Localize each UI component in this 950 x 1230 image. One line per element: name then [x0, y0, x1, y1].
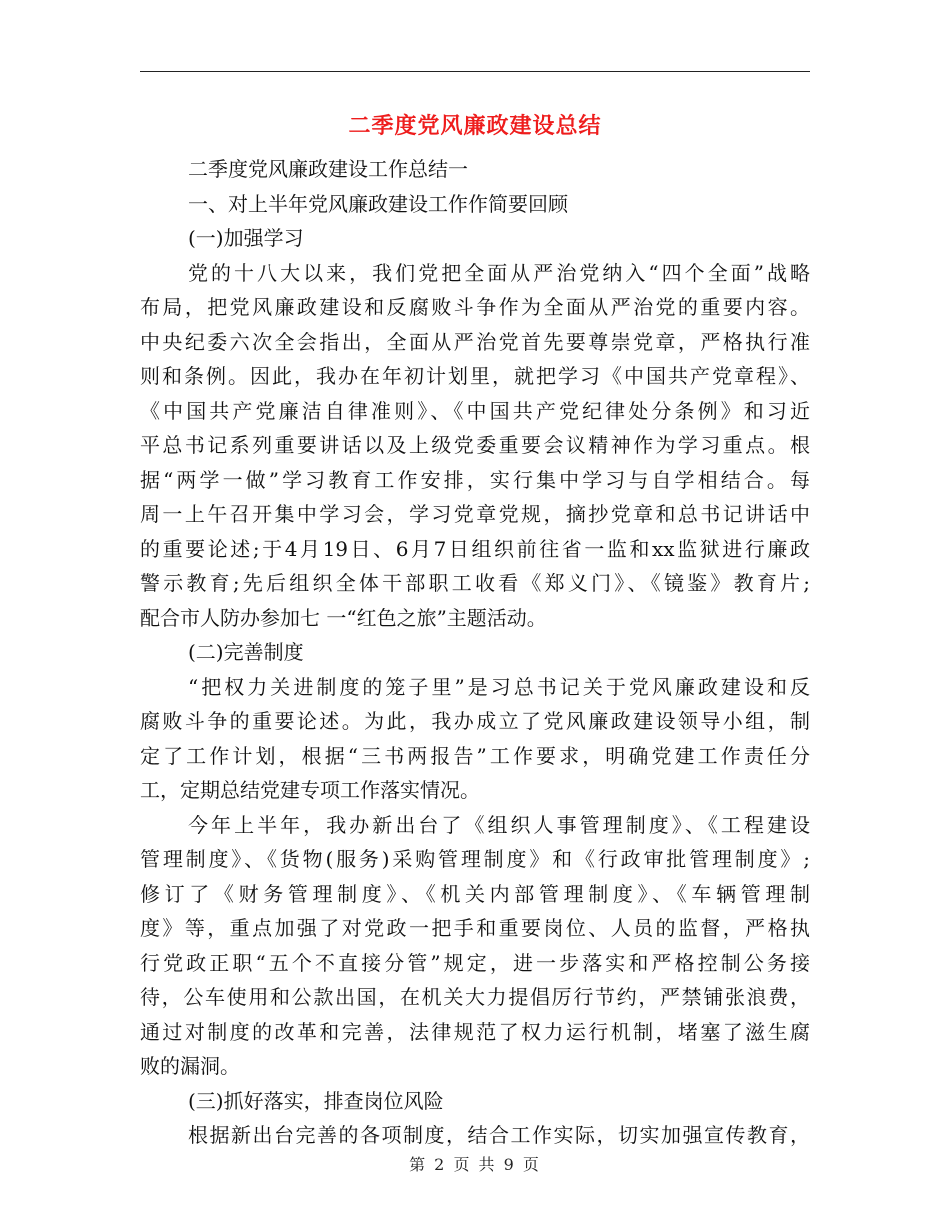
paragraph-line: 则和条例。因此，我办在年初计划里，就把学习《中国共产党章程》、 — [140, 364, 810, 388]
paragraph-line: 今年上半年，我办新出台了《组织人事管理制度》、《工程建设 — [188, 812, 810, 837]
paragraph-line: 据“两学一做”学习教育工作安排，实行集中学习与自学相结合。每 — [140, 467, 810, 492]
paragraph-line: 度》等，重点加强了对党政一把手和重要岗位、人员的监督，严格执 — [140, 916, 810, 940]
paragraph-line: 周一上午召开集中学习会，学习党章党规，摘抄党章和总书记讲话中 — [140, 502, 810, 526]
header-rule — [140, 71, 810, 72]
paragraph-line: 根据新出台完善的各项制度，结合工作实际，切实加强宣传教育， — [188, 1123, 810, 1147]
paragraph-line: “把权力关进制度的笼子里”是习总书记关于党风廉政建设和反 — [188, 674, 810, 699]
subsection-heading: (二)完善制度 — [188, 640, 304, 664]
paragraph-line: 警示教育;先后组织全体干部职工收看《郑义门》、《镜鉴》教育片; — [140, 571, 810, 595]
paragraph-line: 行党政正职“五个不直接分管”规定，进一步落实和严格控制公务接 — [140, 950, 810, 975]
paragraph-line: 管理制度》、《货物(服务)采购管理制度》和《行政审批管理制度》; — [140, 847, 810, 871]
paragraph-line: 平总书记系列重要讲话以及上级党委重要会议精神作为学习重点。根 — [140, 433, 810, 457]
paragraph-line: 定了工作计划，根据“三书两报告”工作要求，明确党建工作责任分 — [140, 743, 810, 768]
paragraph-line: 待，公车使用和公款出国，在机关大力提倡厉行节约，严禁铺张浪费， — [140, 985, 810, 1009]
paragraph-line: 工，定期总结党建专项工作落实情况。 — [140, 778, 480, 802]
paragraph-line: 的重要论述;于4月19日、6月7日组织前往省一监和xx监狱进行廉政 — [140, 536, 810, 561]
paragraph-line: 腐败斗争的重要论述。为此，我办成立了党风廉政建设领导小组，制 — [140, 709, 810, 733]
paragraph-line: 修订了《财务管理制度》、《机关内部管理制度》、《车辆管理制 — [140, 881, 810, 906]
section-heading: 二季度党风廉政建设工作总结一 — [188, 157, 468, 181]
subsection-heading: (一)加强学习 — [188, 226, 304, 250]
paragraph-line: 中央纪委六次全会指出，全面从严治党首先要尊崇党章，严格执行准 — [140, 329, 810, 354]
paragraph-line: 布局，把党风廉政建设和反腐败斗争作为全面从严治党的重要内容。 — [140, 295, 810, 319]
paragraph-line: 配合市人防办参加七 一“红色之旅”主题活动。 — [140, 605, 547, 630]
section-heading: 一、对上半年党风廉政建设工作作简要回顾 — [188, 191, 568, 216]
paragraph-line: 通过对制度的改革和完善，法律规范了权力运行机制，堵塞了滋生腐 — [140, 1019, 810, 1044]
paragraph-line: 党的十八大以来，我们党把全面从严治党纳入“四个全面”战略 — [188, 260, 810, 285]
document-title: 二季度党风廉政建设总结 — [348, 113, 602, 139]
subsection-heading: (三)抓好落实，排查岗位风险 — [188, 1088, 444, 1113]
paragraph-line: 败的漏洞。 — [140, 1054, 240, 1078]
paragraph-line: 《中国共产党廉洁自律准则》、《中国共产党纪律处分条例》和习近 — [140, 398, 810, 423]
document-body — [140, 152, 810, 1153]
page-number: 第 2 页 共 9 页 — [409, 1155, 541, 1174]
